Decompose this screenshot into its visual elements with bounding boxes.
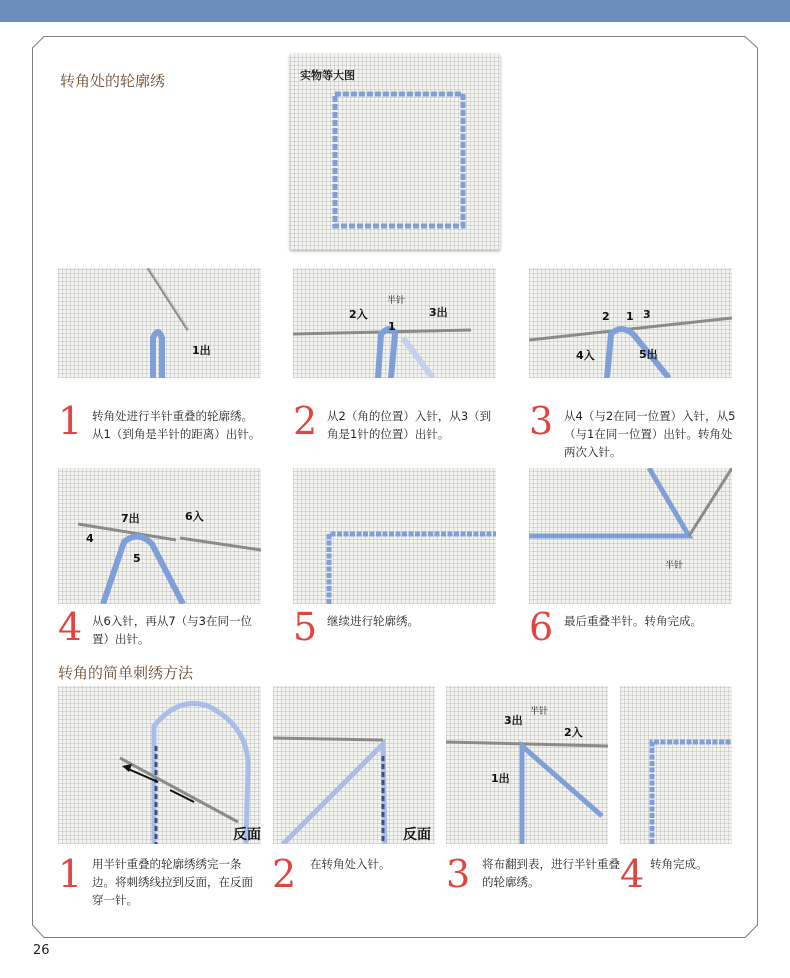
section-title-simple-corner: 转角的简单刺绣方法: [58, 664, 194, 682]
header-bar: [0, 0, 790, 22]
simple-step3-photo: [446, 686, 608, 844]
step5-photo: [293, 468, 496, 604]
step2-photo: [293, 268, 496, 378]
simple-step1-number: 1: [58, 852, 83, 896]
page-number: 26: [33, 943, 50, 958]
step2-label-3out: 3出: [429, 306, 448, 319]
step4-photo: [58, 468, 261, 604]
simple-step3-text: 将布翻到表，进行半针重叠的轮廓绣。: [482, 857, 620, 889]
step3-text: 从4（与2在同一位置）入针，从5（与1在同一位置）出针。转角处两次入针。: [564, 409, 736, 459]
step4-label-7out: 7出: [121, 512, 140, 525]
step1-text: 转角处进行半针重叠的轮廓绣。从1（到角是半针的距离）出针。: [92, 409, 261, 441]
simple-step3-label-3out: 3出: [504, 714, 523, 727]
simple-step3-label-halfstitch: 半针: [530, 707, 549, 717]
simple-step4-number: 4: [620, 852, 645, 896]
step4-label-4: 4: [86, 532, 94, 545]
step3-photo: [529, 268, 732, 378]
section-title-outline-corner: 转角处的轮廓绣: [60, 72, 166, 90]
simple-step2-number: 2: [272, 852, 297, 896]
step4-label-6in: 6入: [185, 510, 204, 523]
step2-label-halfstitch: 半针: [387, 296, 406, 306]
simple-step1-text: 用半针重叠的轮廓绣绣完一条边。将刺绣线拉到反面，在反面穿一针。: [92, 857, 253, 907]
step3-label-4in: 4入: [576, 349, 595, 362]
step3-label-2: 2: [602, 310, 610, 323]
simple-step3-number: 3: [446, 852, 471, 896]
simple-step1-photo: [58, 686, 261, 844]
simple-step4-text: 转角完成。: [650, 857, 708, 871]
step1-photo: [58, 268, 261, 378]
simple-step2-text: 在转角处入针。: [310, 857, 391, 871]
step3-label-1: 1: [626, 310, 634, 323]
step6-label-halfstitch: 半针: [665, 561, 684, 571]
step4-text: 从6入针，再从7（与3在同一位置）出针。: [92, 614, 252, 646]
step2-label-2in: 2入: [349, 308, 368, 321]
simple-step2-label-back: 反面: [403, 827, 431, 843]
step1-label-1: 1出: [192, 344, 211, 357]
step2-label-1: 1: [388, 320, 396, 333]
step3-number: 3: [529, 399, 554, 443]
simple-step3-label-1out: 1出: [491, 772, 510, 785]
step3-label-5out: 5出: [639, 348, 658, 361]
step1-number: 1: [58, 399, 83, 443]
step2-text: 从2（角的位置）入针，从3（到角是1针的位置）出针。: [327, 409, 492, 441]
simple-step1-label-back: 反面: [233, 827, 261, 843]
step6-number: 6: [529, 605, 554, 649]
step4-label-5: 5: [133, 552, 141, 565]
simple-step4-photo: [620, 686, 732, 844]
simple-step2-photo: [273, 686, 435, 844]
step6-text: 最后重叠半针。转角完成。: [564, 614, 702, 628]
step5-text: 继续进行轮廓绣。: [327, 614, 419, 628]
step2-number: 2: [293, 399, 318, 443]
step6-photo: [529, 468, 732, 604]
hero-caption: 实物等大图: [300, 69, 355, 82]
step5-number: 5: [293, 605, 318, 649]
simple-step3-label-2in: 2入: [564, 726, 583, 739]
step4-number: 4: [58, 605, 83, 649]
hero-photo: [290, 54, 500, 250]
step3-label-3: 3: [643, 308, 651, 321]
